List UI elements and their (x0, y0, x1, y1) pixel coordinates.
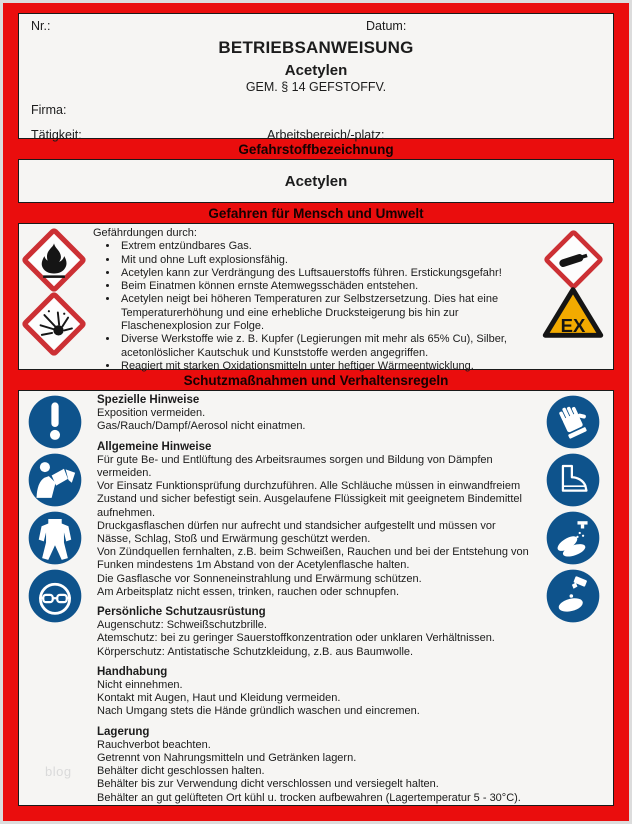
nr-label: Nr.: (31, 19, 51, 33)
header-row-nr-datum (31, 19, 601, 36)
protection-line: Behälter bis zur Verwendung dicht verschlossen und versiegelt halten. (97, 778, 439, 791)
protection-line: Behälter an gut gelüfteten Ort kühl u. trocken aufbewahren (Lagertemperatur 5 - 30°C). (97, 791, 521, 804)
ex-label: EX (560, 315, 586, 337)
ex-warning-triangle-icon (542, 286, 604, 339)
protection-line: Von Zündquellen fernhalten, z.B. beim Schweißen, Rauchen und bei der Entstehung von Funken mindestens 1m Abstand von der Acetylenflasche halten. (97, 546, 529, 572)
protection-section (18, 390, 614, 806)
hazard-item: • Beim Einatmen können ernste Atemwegsschäden entstehen. (119, 280, 533, 293)
protection-line: Augenschutz: Schweißschutzbrille. (97, 619, 267, 632)
substance-name-box (18, 159, 614, 203)
protection-line: Rauchverbot beachten. (97, 738, 211, 751)
regulation-reference: GEM. § 14 GEFSTOFFV. (245, 80, 387, 94)
hazard-item: • Mit und ohne Luft explosionsfähig. (119, 254, 533, 267)
mandatory-icons-right (533, 391, 613, 805)
mandatory-exclamation-icon (27, 394, 83, 450)
protection-line: Gas/Rauch/Dampf/Aerosol nicht einatmen. (97, 420, 306, 433)
ghs04-gas-cylinder-icon (544, 230, 603, 289)
hazard-item: • Extrem entzündbares Gas. (119, 240, 533, 253)
protection-line: Druckgasflaschen dürfen nur aufrecht und standsicher aufgestellt und müssen vor Nässe, Schlag, Stoß und Erwärmung geschützt werden. (97, 519, 496, 546)
hazard-item: • Diverse Werkstoffe wie z. B. Kupfer (Legierungen mit mehr als 65% Cu), Silber, acetonlöslicher Kautschuk und Kunststoffe werden angegriffen. (119, 333, 533, 360)
protection-heading: Persönliche Schutzausrüstung (97, 606, 266, 619)
datum-label: Datum: (366, 19, 407, 33)
protection-line: Exposition vermeiden. (97, 407, 206, 420)
substance-name: Acetylen (284, 172, 348, 190)
protection-heading: Spezielle Hinweise (97, 394, 200, 406)
hazard-item: • Acetylen neigt bei höheren Temperaturen zur Selbstzersetzung. Dies hat eine Temperaturerhöhung und eine erhebliche Drucksteigerung bis hin zur Flaschenexplosion zur Folge. (119, 293, 533, 333)
ghs02-flame-icon (22, 228, 86, 292)
hazards-list (93, 240, 533, 373)
protection-line: Für gute Be- und Entlüftung des Arbeitsraumes sorgen und Bildung von Dämpfen vermeiden. (97, 453, 493, 480)
hazards-intro: Gefährdungen durch: (93, 227, 197, 239)
protection-heading: Lagerung (97, 725, 150, 738)
protection-line: Körperschutz: Antistatische Schutzkleidung, z.B. aus Baumwolle. (97, 645, 414, 658)
firma-label: Firma: (31, 103, 67, 117)
watermark: blog (45, 763, 72, 779)
eye-protection-icon (27, 568, 83, 624)
protection-line: Nicht einnehmen. (97, 679, 183, 692)
protection-heading: Handhabung (97, 665, 168, 678)
ghs01-exploding-bomb-icon (22, 292, 86, 356)
hazards-section (18, 223, 614, 370)
document-subtitle: Acetylen (284, 62, 348, 79)
arbeitsbereich-label: Arbeitsbereich/-platz: (267, 128, 385, 142)
protection-line: Behälter dicht geschlossen halten. (97, 765, 265, 778)
document-header (18, 13, 614, 142)
hazard-pictograms-left (19, 224, 89, 369)
protection-line: Atemschutz: bei zu geringer Sauerstoffkonzentration oder unklaren Verhältnissen. (97, 632, 495, 645)
banner-schutzmassnahmen: Schutzmaßnahmen und Verhaltensregeln (183, 372, 449, 388)
read-manual-icon (27, 452, 83, 508)
protection-line: Getrennt von Nahrungsmitteln und Getränken lagern. (97, 752, 357, 765)
hazard-item: • Reagiert mit starken Oxidationsmitteln unter heftiger Wärmeentwicklung. (119, 360, 533, 373)
mandatory-icons-left (19, 391, 91, 805)
protection-line: Am Arbeitsplatz nicht essen, trinken, rauchen oder schnupfen. (97, 585, 400, 598)
wash-hands-icon (545, 510, 601, 566)
hand-cream-icon (545, 568, 601, 624)
banner-gefahren: Gefahren für Mensch und Umwelt (208, 205, 424, 221)
protective-gloves-icon (545, 394, 601, 450)
banner-gefahrstoffbezeichnung: Gefahrstoffbezeichnung (238, 141, 394, 157)
protection-text (91, 391, 533, 805)
document-title: BETRIEBSANWEISUNG (218, 38, 414, 57)
protection-heading: Allgemeine Hinweise (97, 440, 212, 453)
protection-line: Nach Umgang stets die Hände gründlich waschen und eincremen. (97, 705, 420, 718)
protection-line: Die Gasflasche vor Sonneneinstrahlung und Erwärmung schützen. (97, 572, 422, 585)
hazards-text (89, 224, 533, 372)
hazard-pictograms-right (533, 224, 613, 369)
taetigkeit-label: Tätigkeit: (31, 128, 82, 142)
header-row-taetigkeit (31, 128, 601, 144)
hazard-item: • Acetylen kann zur Verdrängung des Luftsauerstoffs führen. Erstickungsgefahr! (119, 267, 533, 280)
protective-clothing-icon (27, 510, 83, 566)
safety-boots-icon (545, 452, 601, 508)
protection-line: Vor Einsatz Funktionsprüfung durchzuführen. Alle Schläuche müssen in einwandfreiem Zustand und sicher befestigt sein. Ausgelaufene Flüssigkeit mit geeignetem Bindemittel aufnehmen. (97, 480, 522, 519)
protection-line: Kontakt mit Augen, Haut und Kleidung vermeiden. (97, 692, 341, 705)
